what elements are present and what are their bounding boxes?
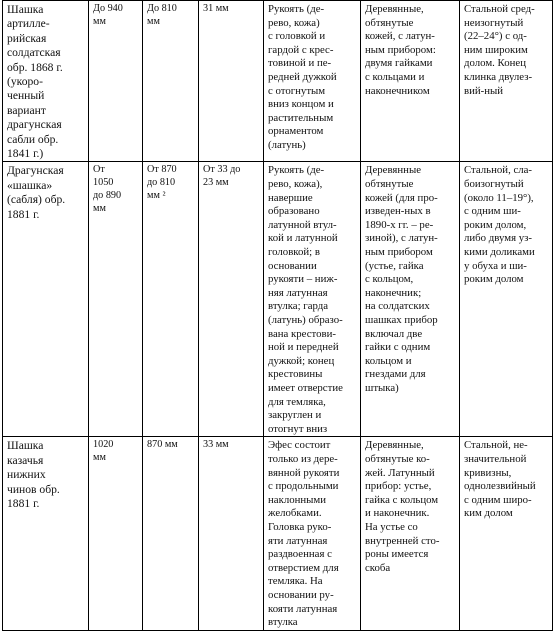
table-row — [3, 1, 553, 162]
table-row — [3, 162, 553, 437]
cell-blade-length: От 870 до 810 мм ² — [143, 162, 199, 437]
cell-scabbard: Деревянные, обтянутые ко- жей. Латунный прибор: устье, гайка с кольцом и наконечник. На устье со внутренней сто- роны имеется скоба — [361, 437, 460, 630]
saber-specifications-table — [2, 0, 553, 631]
table-row — [3, 437, 553, 630]
cell-hilt: Рукоять (де- рево, кожа) с головкой и гардой с крес- товиной и пе- редней дужкой с отогнутым вниз концом и растительным орнаментом (латунь) — [264, 1, 361, 162]
cell-blade-width: От 33 до 23 мм — [199, 162, 264, 437]
cell-blade-length: 870 мм — [143, 437, 199, 630]
cell-hilt: Рукоять (де- рево, кожа), навершие образовано латунной втул- кой и латунной головкой; в основании рукояти – ниж- няя латунная втулка; гарда (латунь) образо- вана крестови- ной и передней дужкой; конец крестовины имеет отверстие для темляка, закруглен и отогнут вниз — [264, 162, 361, 437]
cell-blade-width: 33 мм — [199, 437, 264, 630]
cell-blade: Стальной, не- значительной кривизны, однолезвийный с одним широ- ким долом — [460, 437, 553, 630]
cell-scabbard: Деревянные обтянутые кожей (для про- изведен-ных в 1890-х гг. – ре- зиной), с латун- ным прибором (устье, гайка с кольцом, наконечник; на солдатских шашках прибор включал две гайки с одним кольцом и гнездами для штыка) — [361, 162, 460, 437]
cell-hilt: Эфес состоит только из дере- вянной рукояти с продольными наклонными желобками. Головка руко- яти латунная раздвоенная с отверстием для темляка. На основании ру- кояти латунная втулка — [264, 437, 361, 630]
cell-total-length: От 1050 до 890 мм — [89, 162, 143, 437]
cell-scabbard: Деревянные, обтянутые кожей, с латун- ным прибором: двумя гайками с кольцами и наконечником — [361, 1, 460, 162]
cell-total-length: До 940 мм — [89, 1, 143, 162]
cell-model-name: Шашка казачья нижних чинов обр. 1881 г. — [3, 437, 89, 630]
cell-blade: Стальной сред- неизогнутый (22–24°) с од- ним широким долом. Конец клинка двулез- вий-ный — [460, 1, 553, 162]
cell-model-name: Шашка артилле- рийская солдатская обр. 1868 г. (укоро- ченный вариант драгунская сабли обр. 1841 г.) — [3, 1, 89, 162]
cell-model-name: Драгунская «шашка» (сабля) обр. 1881 г. — [3, 162, 89, 437]
cell-blade-length: До 810 мм — [143, 1, 199, 162]
cell-total-length: 1020 мм — [89, 437, 143, 630]
cell-blade: Стальной, сла- боизогнутый (около 11–19°), с одним ши- роким долом, либо двумя уз- кими доликами у обуха и ши- роким долом — [460, 162, 553, 437]
cell-blade-width: 31 мм — [199, 1, 264, 162]
